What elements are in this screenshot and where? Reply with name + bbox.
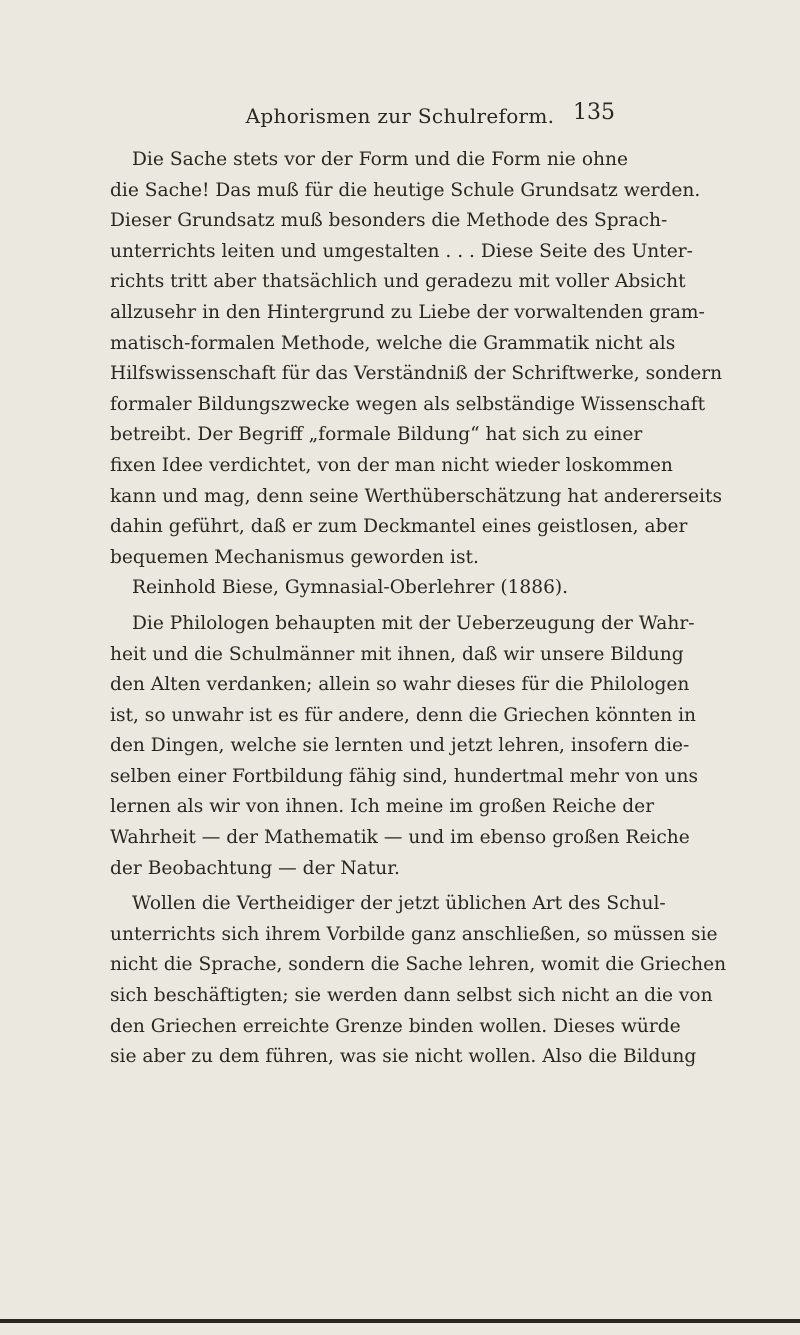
text-line: unterrichts sich ihrem Vorbilde ganz anschließen, so müssen sie	[110, 923, 718, 945]
text-line: fixen Idee verdichtet, von der man nicht wieder loskommen	[110, 454, 673, 476]
text-line: Hilfswissenschaft für das Verständniß der Schriftwerke, sondern	[110, 363, 723, 385]
text-line: den Griechen erreichte Grenze binden wollen. Dieses würde	[110, 1015, 681, 1037]
text-line: selben einer Fortbildung fähig sind, hundertmal mehr von uns	[110, 765, 699, 787]
text-line: allzusehr in den Hintergrund zu Liebe der vorwaltenden gram-	[110, 301, 705, 323]
text-line: formaler Bildungszwecke wegen als selbständige Wissenschaft	[110, 393, 706, 415]
text-line: der Beobachtung — der Natur.	[110, 857, 400, 879]
text-line: sie aber zu dem führen, was sie nicht wollen. Also die Bildung	[110, 1046, 697, 1068]
text-line: dahin geführt, daß er zum Deckmantel eines geistlosen, aber	[110, 516, 688, 538]
text-line: Wahrheit — der Mathematik — und im ebenso großen Reiche	[110, 827, 690, 849]
paragraph	[110, 609, 699, 884]
attribution: Reinhold Biese, Gymnasial-Oberlehrer (1886).	[132, 577, 569, 599]
text-line: ist, so unwahr ist es für andere, denn die Griechen könnten in	[110, 704, 697, 726]
bottom-rule	[0, 1319, 800, 1323]
text-line: Wollen die Vertheidiger der jetzt üblichen Art des Schul-	[132, 893, 666, 915]
paragraphs-container	[110, 145, 727, 1073]
running-title: Aphorismen zur Schulreform.	[245, 104, 555, 128]
text-line: sich beschäftigten; sie werden dann selbst sich nicht an die von	[110, 985, 713, 1007]
page-header	[0, 100, 800, 136]
text-line: den Alten verdanken; allein so wahr dieses für die Philologen	[110, 674, 690, 696]
text-line: den Dingen, welche sie lernten und jetzt lehren, insofern die-	[110, 735, 690, 757]
text-line: lernen als wir von ihnen. Ich meine im großen Reiche der	[110, 796, 655, 818]
text-line: kann und mag, denn seine Werthüberschätzung hat andererseits	[110, 485, 723, 507]
text-line: bequemen Mechanismus geworden ist.	[110, 546, 479, 568]
page-body	[110, 145, 727, 1073]
text-line: betreibt. Der Begriff „formale Bildung“ hat sich zu einer	[110, 424, 643, 446]
text-line: Die Sache stets vor der Form und die Form nie ohne	[132, 149, 628, 170]
text-line: unterrichts leiten und umgestalten . . . Diese Seite des Unter-	[110, 240, 693, 262]
text-line: die Sache! Das muß für die heutige Schule Grundsatz werden.	[110, 179, 701, 201]
page-number: 135	[573, 100, 615, 125]
paragraph	[110, 145, 723, 604]
paragraph	[110, 889, 727, 1073]
text-line: richts tritt aber thatsächlich und geradezu mit voller Absicht	[110, 271, 686, 293]
text-line: Die Philologen behaupten mit der Ueberzeugung der Wahr-	[132, 612, 695, 634]
text-line: nicht die Sprache, sondern die Sache lehren, womit die Griechen	[110, 954, 727, 976]
text-line: matisch-formalen Methode, welche die Grammatik nicht als	[110, 332, 676, 354]
text-line: heit und die Schulmänner mit ihnen, daß wir unsere Bildung	[110, 643, 684, 665]
text-line: Dieser Grundsatz muß besonders die Methode des Sprach-	[110, 210, 668, 232]
